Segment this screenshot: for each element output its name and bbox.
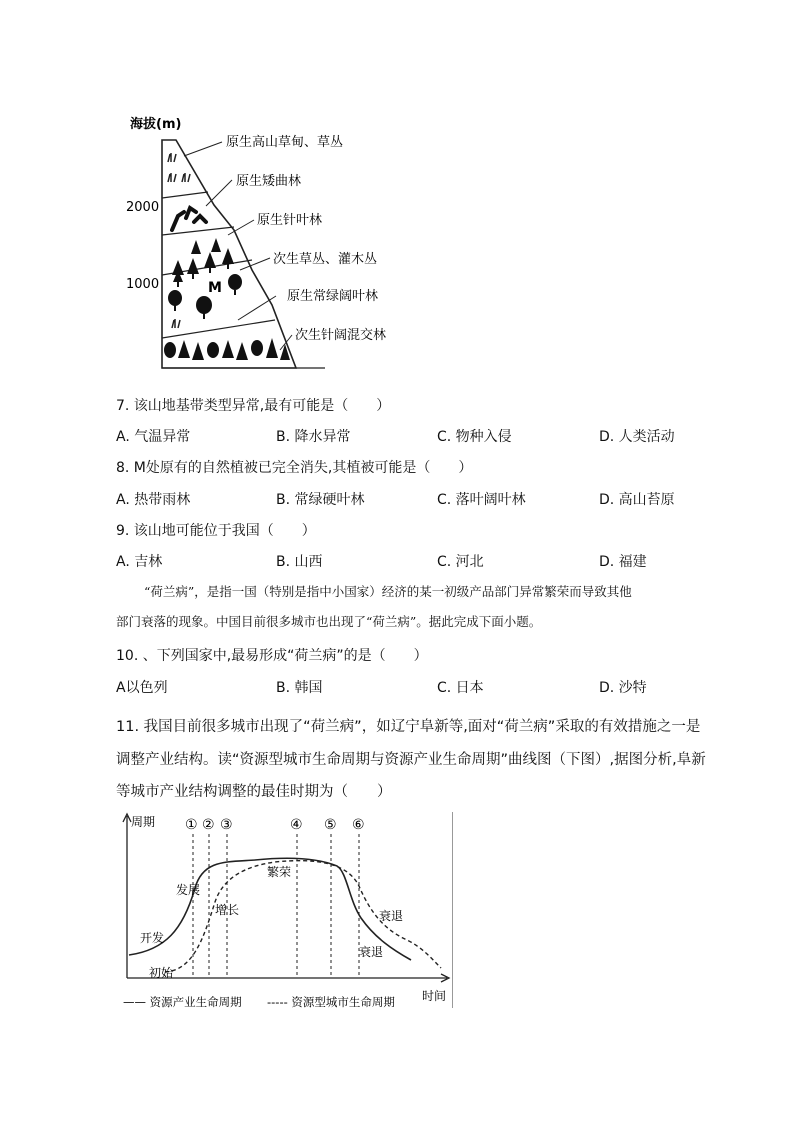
option-c: C. 河北 (437, 554, 484, 570)
option-d: D. 人类活动 (599, 429, 675, 445)
stage-initial: 初始 (149, 966, 174, 980)
zone-alpine-meadow: 原生高山草甸、草丛 (226, 135, 344, 150)
option-b: B. 降水异常 (276, 429, 351, 445)
figure-right-border (452, 812, 453, 1008)
option-d: D. 福建 (599, 554, 647, 570)
tick-2000: 2000 (126, 200, 160, 215)
zone-mixed-forest: 次生针阔混交林 (295, 328, 387, 343)
option-a: A以色列 (116, 680, 168, 696)
zone-secondary-shrub: 次生草丛、灌木丛 (273, 252, 378, 267)
elevation-axis-label: 海拔(m) (130, 117, 182, 132)
question-11-line-2: 调整产业结构。读“资源型城市生命周期与资源产业生命周期”曲线图（下图）,据图分析,阜新 (116, 752, 706, 768)
question-11-line-3: 等城市产业结构调整的最佳时期为（ ） (116, 784, 392, 800)
marker-4: ④ (290, 817, 303, 833)
option-d: D. 高山苔原 (599, 492, 675, 508)
legend-solid: —— 资源产业生命周期 (123, 995, 242, 1009)
marker-2: ② (202, 817, 215, 833)
option-c: C. 落叶阔叶林 (437, 492, 526, 508)
option-b: B. 韩国 (276, 680, 323, 696)
question-7-stem: 7. 该山地基带类型异常,最有可能是（ ） (116, 398, 391, 414)
question-11-line-1: 11. 我国目前很多城市出现了“荷兰病”，如辽宁阜新等,面对“荷兰病”采取的有效措施之一是 (116, 719, 701, 735)
stage-develop: 开发 (140, 931, 165, 945)
marker-5: ⑤ (324, 817, 337, 833)
option-a: A. 吉林 (116, 554, 163, 570)
passage-line-1: “荷兰病”，是指一国（特别是指中小国家）经济的某一初级产品部门异常繁荣而导致其他 (144, 584, 632, 599)
option-a: A. 气温异常 (116, 429, 191, 445)
zone-krummholz: 原生矮曲林 (236, 174, 302, 189)
option-c: C. 日本 (437, 680, 484, 696)
option-b: B. 常绿硬叶林 (276, 492, 365, 508)
question-8-stem: 8. M处原有的自然植被已完全消失,其植被可能是（ ） (116, 460, 473, 476)
vegetation-zone-figure (120, 110, 420, 375)
marker-1: ① (185, 817, 198, 833)
zone-evergreen-broadleaf: 原生常绿阔叶林 (287, 289, 379, 304)
life-cycle-figure (115, 810, 460, 1010)
question-10-stem: 10. 、下列国家中,最易形成“荷兰病”的是（ ） (116, 648, 428, 664)
stage-decline-solid: 衰退 (359, 945, 384, 959)
x-axis-label: 时间 (422, 989, 447, 1003)
stage-prosper: 繁荣 (267, 865, 292, 879)
option-b: B. 山西 (276, 554, 323, 570)
stage-decline-dashed: 衰退 (379, 909, 404, 923)
marker-6: ⑥ (352, 817, 365, 833)
marker-3: ③ (220, 817, 233, 833)
y-axis-label: 周期 (131, 815, 156, 829)
stage-increase: 增长 (215, 903, 240, 917)
option-d: D. 沙特 (599, 680, 647, 696)
tick-1000: 1000 (126, 277, 160, 292)
legend-dashed: ----- 资源型城市生命周期 (267, 995, 395, 1009)
marker-m: M (208, 280, 222, 296)
zone-conifer: 原生针叶林 (257, 213, 323, 228)
stage-growth-solid: 发展 (176, 883, 201, 897)
option-a: A. 热带雨林 (116, 492, 191, 508)
option-c: C. 物种入侵 (437, 429, 512, 445)
question-9-stem: 9. 该山地可能位于我国（ ） (116, 523, 316, 539)
passage-line-2: 部门衰落的现象。中国目前很多城市也出现了“荷兰病”。据此完成下面小题。 (116, 614, 542, 629)
